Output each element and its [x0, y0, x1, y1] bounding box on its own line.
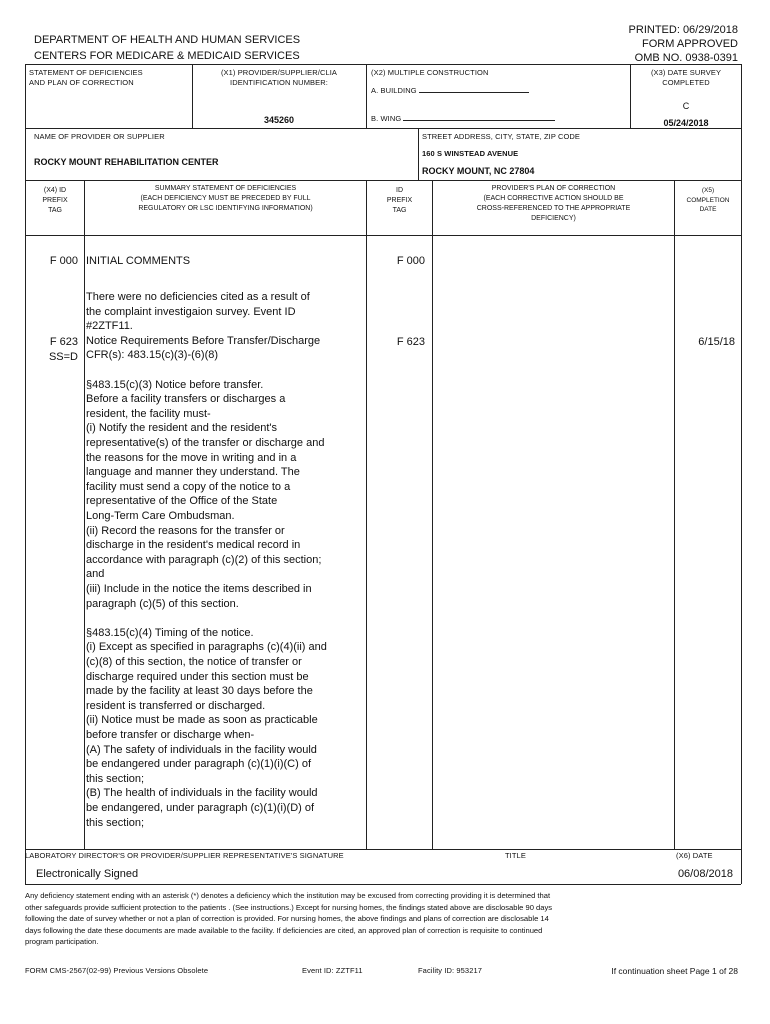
- body-text-line: this section;: [86, 816, 145, 829]
- disclaimer: Any deficiency statement ending with an asterisk (*) denotes a deficiency which the institution may be excused from correcting providing it is determined that other safeguards provide sufficient protection to the patients . (See instructions.) Except for nursing homes, the findings stated above are disclosable 90 days following the date of survey whether or not a plan of correction is provided. For nursing homes, the above findings and plans of correction are disclosable 14 days following the date these documents are made available to the facility. If deficiencies are cited, an approved plan of correction is requisite to continued program participation.: [25, 891, 553, 947]
- address-label: STREET ADDRESS, CITY, STATE, ZIP CODE: [422, 132, 581, 141]
- body-text-line: be endangered, under paragraph (c)(1)(i)(D) of: [86, 802, 315, 814]
- body-text-line: representative of the Office of the State: [86, 495, 278, 508]
- body-text-line: Notice Requirements Before Transfer/Discharge: [86, 334, 321, 347]
- body-text-line: Before a facility transfers or discharges a: [86, 393, 286, 406]
- x3-label: (X3) DATE SURVEY COMPLETED: [650, 68, 722, 87]
- signature-label: LABORATORY DIRECTOR'S OR PROVIDER/SUPPLIER REPRESENTATIVE'S SIGNATURE: [25, 851, 344, 860]
- x4-header: (X4) ID PREFIX TAG: [42, 187, 68, 214]
- title-label: TITLE: [505, 851, 526, 860]
- body-text-line: language and manner they understand. The: [86, 466, 300, 479]
- provider-number: 345260: [263, 115, 295, 125]
- date-label: (X6) DATE: [676, 851, 713, 860]
- page-indicator: If continuation sheet Page 1 of 28: [611, 966, 738, 976]
- body-text-line: §483.15(c)(4) Timing of the notice.: [86, 626, 254, 639]
- form-approved: FORM APPROVED: [642, 38, 738, 50]
- department-name: DEPARTMENT OF HEALTH AND HUMAN SERVICES: [34, 34, 301, 46]
- facility-id: Facility ID: 953217: [418, 966, 483, 975]
- x2-label: (X2) MULTIPLE CONSTRUCTION: [371, 68, 489, 77]
- body-text-line: discharge required under this section must be: [86, 670, 309, 683]
- signature-value: Electronically Signed: [36, 868, 139, 880]
- printed-date: PRINTED: 06/29/2018: [628, 24, 738, 36]
- tag-f000-right: F 000: [396, 255, 425, 267]
- omb-number: OMB NO. 0938-0391: [634, 52, 738, 64]
- provider-name-label: NAME OF PROVIDER OR SUPPLIER: [34, 132, 165, 141]
- body-text-line: (ii) Record the reasons for the transfer or: [86, 524, 285, 537]
- body-text-line: (i) Except as specified in paragraphs (c)(4)(ii) and: [86, 641, 327, 654]
- centers-name: CENTERS FOR MEDICARE & MEDICAID SERVICES: [34, 50, 300, 62]
- tag-f623: F 623: [49, 336, 78, 348]
- body-text-line: and: [86, 568, 105, 581]
- tag-f000: F 000: [49, 255, 78, 267]
- initial-comments-title: INITIAL COMMENTS: [86, 255, 191, 267]
- x3-code: C: [682, 101, 690, 111]
- building-field: A. BUILDING: [371, 85, 529, 96]
- body-text-line: (i) Notify the resident and the resident's: [86, 422, 278, 435]
- tag-f623-right: F 623: [396, 336, 425, 348]
- plan-header: PROVIDER'S PLAN OF CORRECTION (EACH CORRECTIVE ACTION SHOULD BE CROSS-REFERENCED TO THE APPROPRIATE DEFICIENCY): [476, 185, 631, 222]
- body-text-line: facility must send a copy of the notice to a: [86, 480, 291, 493]
- body-text-line: be endangered under paragraph (c)(1)(i)(C) of: [86, 758, 312, 771]
- completion-date: 6/15/18: [698, 336, 735, 348]
- body-text-line: (c)(8) of this section, the notice of transfer or: [86, 656, 302, 668]
- body-text-line: paragraph (c)(5) of this section.: [86, 597, 239, 610]
- body-text-line: made by the facility at least 30 days before the: [86, 685, 313, 698]
- body-text-line: representative(s) of the transfer or discharge and: [86, 437, 325, 449]
- body-text-line: §483.15(c)(3) Notice before transfer.: [86, 378, 264, 391]
- survey-date: 05/24/2018: [663, 118, 709, 128]
- body-text-line: (ii) Notice must be made as soon as practicable: [86, 714, 318, 727]
- body-text-line: (iii) Include in the notice the items described in: [86, 583, 312, 595]
- body-text-line: Long-Term Care Ombudsman.: [86, 510, 235, 522]
- body-text-line: accordance with paragraph (c)(2) of this section;: [86, 553, 322, 566]
- summary-header: SUMMARY STATEMENT OF DEFICIENCIES (EACH DEFICIENCY MUST BE PRECEDED BY FULL REGULATORY OR LSC IDENTIFYING INFORMATION): [138, 185, 313, 212]
- body-text-line: There were no deficiencies cited as a result of: [86, 291, 310, 303]
- body-text-line: discharge in the resident's medical record in: [86, 539, 301, 552]
- body-text-line: #2ZTF11.: [86, 320, 133, 333]
- form-number: FORM CMS-2567(02-99) Previous Versions Obsolete: [25, 966, 209, 975]
- street-address: 160 S WINSTEAD AVENUE: [422, 149, 519, 158]
- body-text-line: the complaint investigaion survey. Event ID: [86, 305, 296, 318]
- body-text-line: this section;: [86, 772, 145, 785]
- city-state-zip: ROCKY MOUNT, NC 27804: [422, 166, 535, 176]
- x5-header: (X5) COMPLETION DATE: [686, 187, 730, 213]
- severity-code: SS=D: [48, 351, 78, 363]
- body-text-line: (B) The health of individuals in the facility would: [86, 787, 318, 800]
- wing-field: B. WING: [371, 113, 555, 124]
- body-text-line: CFR(s): 483.15(c)(3)-(6)(8): [86, 349, 219, 362]
- signature-date: 06/08/2018: [677, 868, 733, 880]
- body-text-line: resident, the facility must-: [86, 407, 211, 420]
- body-text-line: before transfer or discharge when-: [86, 729, 255, 741]
- provider-name: ROCKY MOUNT REHABILITATION CENTER: [34, 157, 219, 167]
- body-text-line: resident is transferred or discharged.: [86, 699, 266, 712]
- event-id: Event ID: ZZTF11: [302, 966, 363, 975]
- id-header: ID PREFIX TAG: [386, 187, 413, 214]
- statement-label: STATEMENT OF DEFICIENCIES AND PLAN OF CORRECTION: [29, 68, 143, 87]
- body-text-line: the reasons for the move in writing and in a: [86, 451, 297, 464]
- body-text-line: (A) The safety of individuals in the facility would: [86, 743, 317, 756]
- x1-label: (X1) PROVIDER/SUPPLIER/CLIA IDENTIFICATION NUMBER:: [220, 68, 338, 87]
